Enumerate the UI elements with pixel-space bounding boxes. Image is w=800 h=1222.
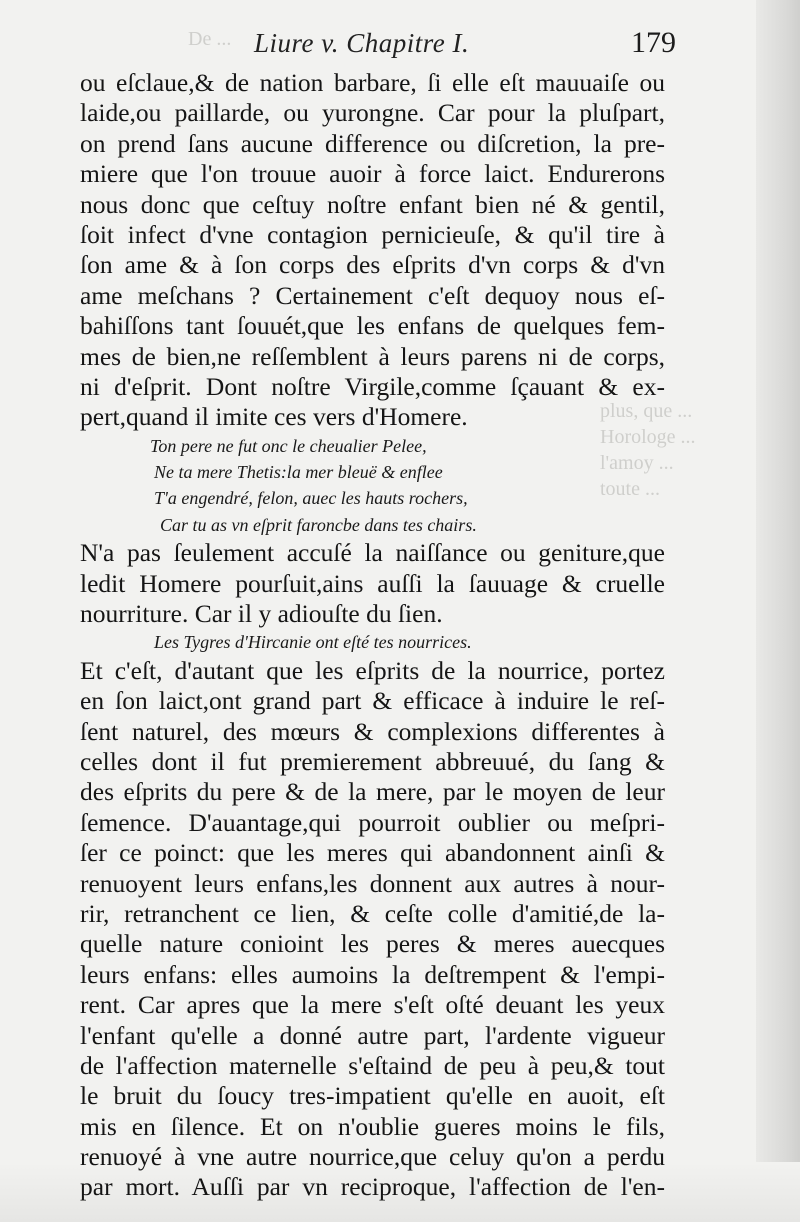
- text-line: ſent naturel, des mœurs & complexions differentes à: [80, 716, 665, 746]
- text-line: celles dont il fut premierement abbreuué, du ſang &: [80, 746, 665, 776]
- page-edge-shadow: [756, 0, 800, 1222]
- main-text: [80, 68, 665, 1203]
- verse-line: Car tu as vn eſprit faroncbe dans tes chairs.: [160, 514, 477, 535]
- text-line: par mort. Auſſi par vn reciproque, l'affection de l'en-: [80, 1172, 665, 1202]
- text-line: nourriture. Car il y adiouſte du ſien.: [80, 599, 443, 629]
- text-line: Et c'eſt, d'autant que les eſprits de la nourrice, portez: [80, 655, 665, 685]
- text-line: nous donc que ceſtuy noſtre enfant bien né & gentil,: [80, 189, 665, 219]
- text-line: ſer ce poinct: que les meres qui abandonnent ainſi &: [80, 838, 665, 868]
- show-through-text: plus, que ...: [600, 400, 693, 422]
- text-line: rent. Car apres que la mere s'eſt oſté deuant les yeux: [80, 990, 665, 1020]
- show-through-text: toute ...: [600, 478, 660, 500]
- text-line: miere que l'on trouue auoir à force laict. Endurerons: [80, 159, 665, 189]
- text-line: mes de bien,ne reſſemblent à leurs parens ni de corps,: [80, 341, 665, 371]
- text-line: on prend ſans aucune difference ou diſcretion, la pre-: [80, 128, 665, 158]
- text-line: ſoit infect d'vne contagion pernicieuſe, & qu'il tire à: [80, 219, 665, 249]
- text-line: pert,quand il imite ces vers d'Homere.: [80, 402, 468, 432]
- text-line: l'enfant qu'elle a donné autre part, l'ardente vigueur: [80, 1020, 665, 1050]
- text-line: ame meſchans ? Certainement c'eſt dequoy nous eſ-: [80, 280, 665, 310]
- text-line: en ſon laict,ont grand part & efficace à induire le reſ-: [80, 686, 665, 716]
- text-line: rir, retranchent ce lien, & ceſte colle d'amitié,de la-: [80, 898, 665, 928]
- text-line: mis en ſilence. Et on n'oublie gueres moins le fils,: [80, 1111, 665, 1141]
- text-line: des eſprits du pere & de la mere, par le moyen de leur: [80, 777, 665, 807]
- text-line: ſon ame & à ſon corps des eſprits d'vn corps & d'vn: [80, 250, 665, 280]
- text-line: de l'affection maternelle s'eſtaind de peu à peu,& tout: [80, 1050, 665, 1080]
- verse-line: Les Tygres d'Hircanie ont eſté tes nourrices.: [154, 632, 472, 653]
- text-line: renuoyent leurs enfans,les donnent aux autres à nour-: [80, 868, 665, 898]
- text-line: bahiſſons tant ſouuét,que les enfans de quelques fem-: [80, 311, 665, 341]
- text-line: ledit Homere pourſuit,ains auſſi la ſauuage & cruelle: [80, 568, 665, 598]
- text-line: quelle nature conioint les peres & meres auecques: [80, 929, 665, 959]
- text-line: renuoyé à vne autre nourrice,que celuy qu'on a perdu: [80, 1142, 665, 1172]
- text-line: le bruit du ſoucy tres-impatient qu'elle en auoit, eſt: [80, 1081, 665, 1111]
- page-number: 179: [631, 26, 676, 59]
- verse-line: T'a engendré, felon, auec les hauts rochers,: [154, 488, 468, 509]
- text-line: laide,ou paillarde, ou yurongne. Car pour la pluſpart,: [80, 98, 665, 128]
- verse-line: Ne ta mere Thetis:la mer bleuë & enflee: [154, 462, 443, 483]
- text-line: ſemence. D'auantage,qui pourroit oublier ou meſpri-: [80, 807, 665, 837]
- running-head: Liure v. Chapitre I.: [254, 28, 470, 58]
- page-header: [236, 18, 676, 66]
- show-through-text: De ...: [188, 28, 232, 50]
- text-line: ou eſclaue,& de nation barbare, ſi elle eſt mauuaiſe ou: [80, 68, 665, 97]
- show-through-text: l'amoy ...: [600, 452, 674, 474]
- verse-line: Ton pere ne fut onc le cheualier Pelee,: [150, 435, 427, 456]
- text-line: ni d'eſprit. Dont noſtre Virgile,comme ſçauant & ex-: [80, 371, 665, 401]
- show-through-text: Horologe ...: [600, 426, 696, 448]
- text-line: N'a pas ſeulement accuſé la naiſſance ou geniture,que: [80, 538, 665, 568]
- text-line: leurs enfans: elles aumoins la deſtrempent & l'empi-: [80, 959, 665, 989]
